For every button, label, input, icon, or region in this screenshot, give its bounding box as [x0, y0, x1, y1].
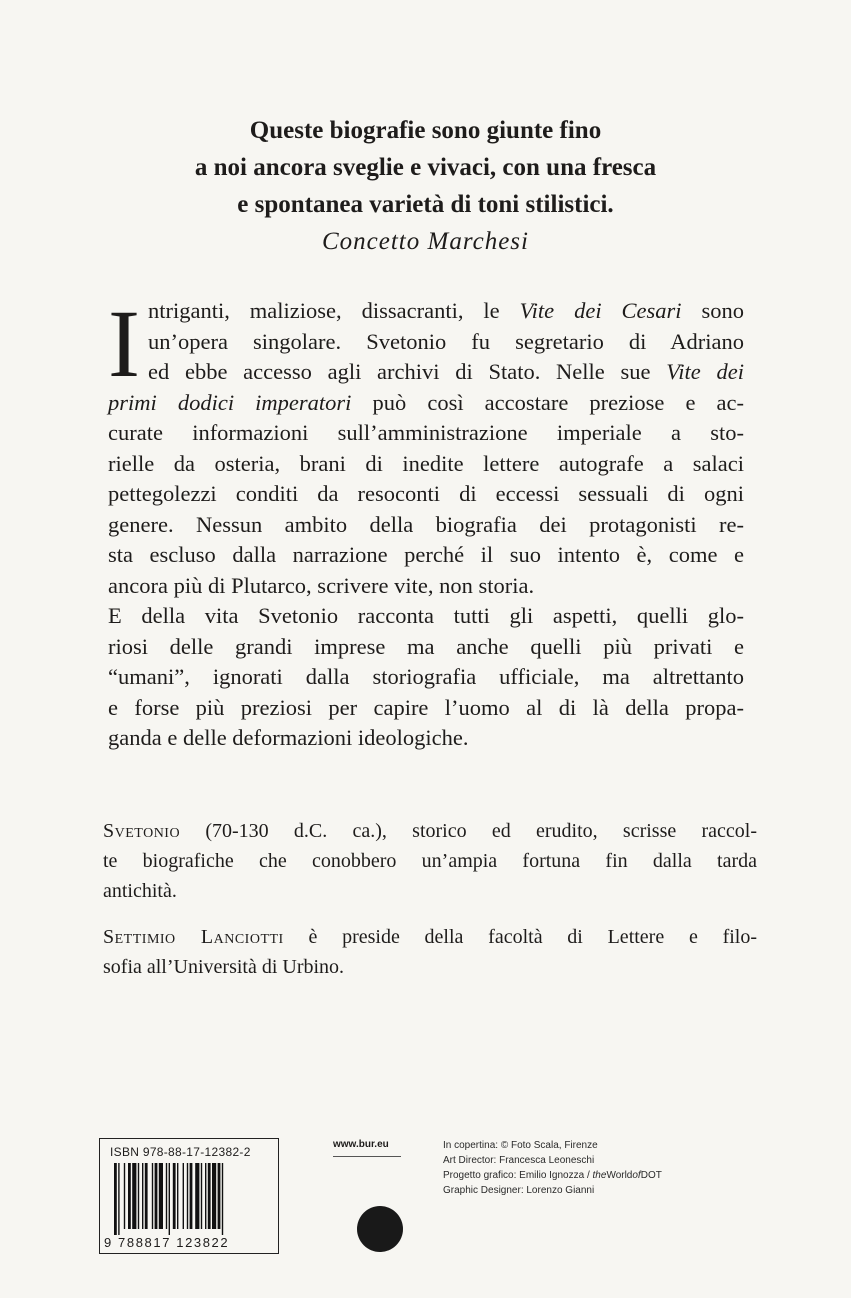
bio-line [103, 816, 757, 846]
blurb-line [148, 296, 744, 327]
credit-text: of [632, 1170, 641, 1181]
blurb-line: rielle da osteria, brani di inedite lettere autografe a salaci [108, 450, 744, 476]
blurb-line [108, 388, 744, 419]
bio-line: te biografiche che conobbero un’ampia fortuna fin dalla tarda [103, 850, 757, 872]
book-title-italic: primi dodici imperatori [108, 389, 352, 415]
epigraph-quote [100, 112, 751, 260]
blurb-line: riosi delle grandi imprese ma anche quelli più privati e [108, 633, 744, 659]
blurb-line: pettegolezzi conditi da resoconti di eccessi sessuali di ogni [108, 481, 744, 506]
blurb-line: e forse più preziosi per capire l’uomo al di là della propa- [108, 694, 744, 720]
quote-line: Queste biografie sono giunte fino [249, 117, 602, 144]
blurb-line: ganda e delle deformazioni ideologiche. [108, 725, 469, 750]
credit-project [443, 1168, 662, 1183]
credit-designer: Graphic Designer: Lorenzo Gianni [443, 1185, 595, 1196]
editor-name: Settimio Lanciotti [103, 926, 284, 948]
divider [333, 1156, 401, 1157]
book-title-italic: Vite dei [666, 359, 744, 384]
credit-cover: In copertina: © Foto Scala, Firenze [443, 1140, 598, 1151]
bio-text: è preside della facoltà di Lettere e filo- [283, 926, 757, 948]
credit-text: Progetto grafico: Emilio Ignozza / [443, 1170, 593, 1181]
blurb-line: ancora più di Plutarco, scrivere vite, non storia. [108, 572, 535, 598]
blurb-line: curate informazioni sull’amministrazione imperiale a sto- [108, 420, 744, 445]
bio-text: (70-130 d.C. ca.), storico ed erudito, scrisse raccol- [180, 820, 757, 842]
credit-art-director: Art Director: Francesca Leoneschi [443, 1155, 595, 1166]
blurb-line: E della vita Svetonio racconta tutti gli aspetti, quelli glo- [108, 603, 744, 628]
blurb-text: può così accostare preziose e ac- [351, 389, 745, 415]
blurb-line: un’opera singolare. Svetonio fu segretario di Adriano [148, 328, 744, 354]
barcode-icon [110, 1163, 268, 1235]
blurb-line [148, 357, 744, 388]
bio-line [103, 922, 757, 952]
drop-cap: I [108, 290, 140, 397]
barcode-digits: 9 788817 123822 [104, 1235, 230, 1250]
bio-line: sofia all’Università di Urbino. [103, 956, 345, 978]
blurb-text: ntriganti, maliziose, dissacranti, le [148, 298, 520, 323]
description-paragraph [108, 290, 745, 754]
blurb-text: sono [681, 298, 744, 323]
quote-line: e spontanea varietà di toni stilistici. [237, 191, 614, 218]
blurb-line: genere. Nessun ambito della biografia dei protagonisti re- [108, 511, 744, 537]
blurb-text: ed ebbe accesso agli archivi di Stato. Nelle sue [148, 359, 667, 384]
bio-line: antichità. [103, 880, 177, 902]
author-name: Svetonio [103, 820, 181, 842]
blurb-line: sta escluso dalla narrazione perché il suo intento è, come e [108, 542, 744, 567]
quote-line: a noi ancora sveglie e vivaci, con una fresca [194, 154, 657, 181]
editor-bio [103, 922, 757, 982]
isbn-barcode [99, 1138, 279, 1254]
publisher-logo-dot-icon [357, 1206, 403, 1252]
quote-attribution: Concetto Marchesi [321, 228, 529, 255]
credit-text: the [592, 1170, 607, 1181]
isbn-number: ISBN 978-88-17-12382-2 [110, 1145, 251, 1159]
publisher-website: www.bur.eu [333, 1139, 389, 1150]
credits [443, 1138, 662, 1198]
credit-text: DOT [640, 1170, 662, 1181]
book-title-italic: Vite dei Cesari [519, 298, 682, 323]
blurb-line: “umani”, ignorati dalla storiografia ufficiale, ma altrettanto [108, 664, 744, 689]
credit-text: World [606, 1170, 633, 1181]
author-bio [103, 816, 757, 906]
